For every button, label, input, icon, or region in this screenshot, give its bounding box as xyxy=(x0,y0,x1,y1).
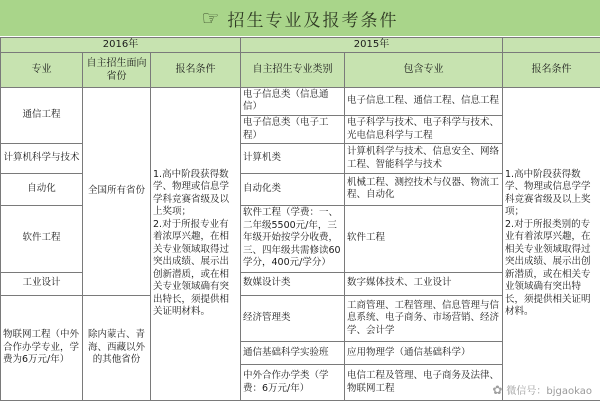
includes-cell: 软件工程 xyxy=(345,205,503,272)
category-cell: 经济管理类 xyxy=(241,295,345,341)
includes-cell: 电子信息工程、通信工程、信息工程 xyxy=(345,87,503,115)
watermark xyxy=(492,382,592,397)
watermark-text: 微信号：bjgaokao xyxy=(506,386,592,397)
pointing-hand-icon: ☞ xyxy=(201,6,220,30)
col-major-2016: 专业 xyxy=(1,52,83,87)
includes-cell: 数字媒体技术、工业设计 xyxy=(345,272,503,295)
category-cell: 电子信息类（电子工程） xyxy=(241,116,345,144)
wechat-icon: ✿ xyxy=(492,382,503,397)
col-includes: 包含专业 xyxy=(345,52,503,87)
year-2015-header: 2015年 xyxy=(241,38,503,53)
col-req-2015: 报名条件 xyxy=(503,52,600,87)
col-province: 自主招生面向省份 xyxy=(83,52,151,87)
includes-cell: 计算机科学与技术、信息安全、网络工程、智能科学与技术 xyxy=(345,144,503,173)
includes-cell: 工商管理、工程管理、信息管理与信息系统、电子商务、市场营销、经济学、会计学 xyxy=(345,295,503,341)
category-cell: 中外合作办学类（学费：6万元/年） xyxy=(241,365,345,401)
includes-cell: 电信工程及管理、电子商务及法律、物联网工程 xyxy=(345,365,503,401)
major-2016-item: 物联网工程（中外合作办学专业，学费为6万元/年） xyxy=(1,295,83,400)
col-req-2016: 报名条件 xyxy=(151,52,241,87)
header-spacer xyxy=(503,38,600,53)
major-2016-item: 软件工程 xyxy=(1,205,83,272)
category-cell: 数媒设计类 xyxy=(241,272,345,295)
province-other: 除内蒙古、青海、西藏以外的其他省份 xyxy=(83,295,151,400)
req-2016-text: 1.高中阶段获得数学、物理或信息学学科竞赛省级及以上奖项； 2.对于所报专业有着浓厚兴趣，在相关专业领域取得过突出成绩、展示出创新潜质，或在相关专业领域确有突出特长，须提供相关证明材料。 xyxy=(151,87,241,400)
category-cell: 计算机类 xyxy=(241,144,345,173)
admission-table xyxy=(0,37,600,401)
title-banner xyxy=(0,0,600,36)
major-2016-item: 工业设计 xyxy=(1,272,83,295)
includes-cell: 应用物理学（通信基础科学） xyxy=(345,341,503,364)
major-2016-item: 通信工程 xyxy=(1,87,83,144)
page-title: 招生专业及报考条件 xyxy=(227,10,399,31)
category-cell: 自动化类 xyxy=(241,173,345,205)
province-all: 全国所有省份 xyxy=(83,87,151,295)
category-cell: 通信基础科学实验班 xyxy=(241,341,345,364)
category-cell: 电子信息类（信息通信） xyxy=(241,87,345,115)
req-2015-text: 1.高中阶段获得数学、物理或信息学学科竞赛省级及以上奖项； 2.对于所报类别的专业有着浓厚兴趣，在相关专业领域取得过突出成绩、展示出创新潜质，或在相关专业领域确有突出特长，须提供相关证明材料。 xyxy=(503,87,600,400)
col-category: 自主招生专业类别 xyxy=(241,52,345,87)
major-2016-item: 计算机科学与技术 xyxy=(1,144,83,173)
includes-cell: 机械工程、测控技术与仪器、物流工程、自动化 xyxy=(345,173,503,205)
year-2016-header: 2016年 xyxy=(1,38,241,53)
category-cell: 软件工程（学费：一、二年级5500元/年，三年级开始按学分收费，三、四年级共需修读60学分，400元/学分） xyxy=(241,205,345,272)
includes-cell: 电子科学与技术、电子科学与技术、光电信息科学与工程 xyxy=(345,116,503,144)
major-2016-item: 自动化 xyxy=(1,173,83,205)
